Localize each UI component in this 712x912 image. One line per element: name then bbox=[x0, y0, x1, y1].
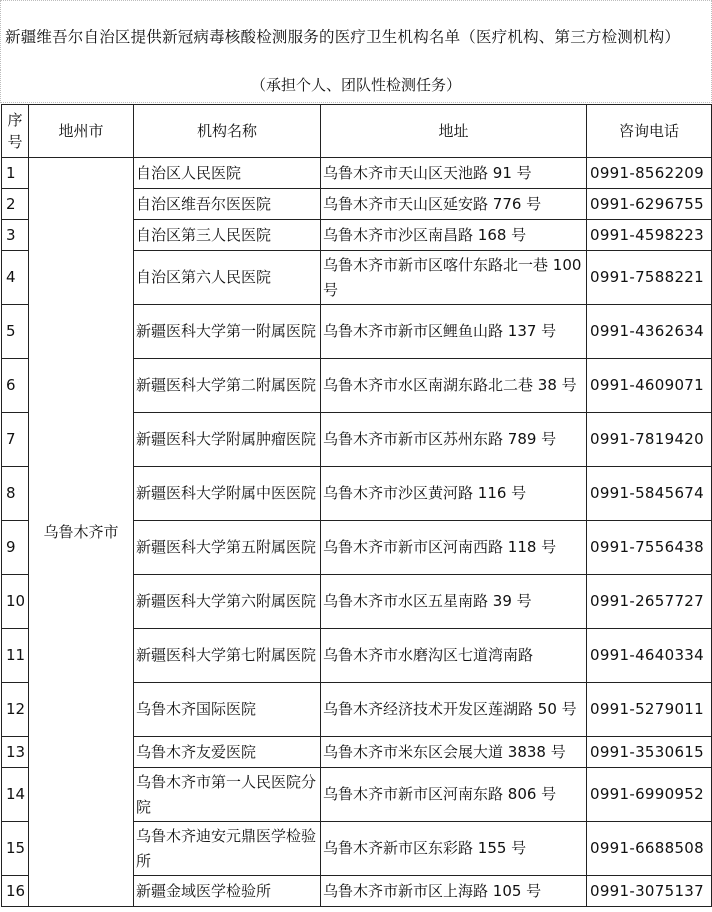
row-phone: 0991-3530615 bbox=[587, 737, 712, 768]
row-name: 新疆医科大学第五附属医院 bbox=[134, 521, 321, 575]
row-address: 乌鲁木齐市新市区鲤鱼山路 137 号 bbox=[321, 305, 587, 359]
row-address: 乌鲁木齐市天山区延安路 776 号 bbox=[321, 189, 587, 220]
row-name: 新疆医科大学第七附属医院 bbox=[134, 629, 321, 683]
header-phone: 咨询电话 bbox=[587, 105, 712, 158]
table-header-row bbox=[2, 105, 712, 158]
row-seq: 1 bbox=[2, 158, 29, 189]
row-name: 乌鲁木齐市第一人民医院分院 bbox=[134, 768, 321, 822]
row-name: 自治区人民医院 bbox=[134, 158, 321, 189]
row-address: 乌鲁木齐市新市区河南东路 806 号 bbox=[321, 768, 587, 822]
row-phone: 0991-6688508 bbox=[587, 822, 712, 876]
row-address: 乌鲁木齐市水区五星南路 39 号 bbox=[321, 575, 587, 629]
row-seq: 12 bbox=[2, 683, 29, 737]
row-seq: 10 bbox=[2, 575, 29, 629]
row-seq: 9 bbox=[2, 521, 29, 575]
document-subtitle: （承担个人、团队性检测任务） bbox=[0, 70, 712, 103]
row-name: 新疆医科大学附属中医医院 bbox=[134, 467, 321, 521]
row-seq: 15 bbox=[2, 822, 29, 876]
row-seq: 13 bbox=[2, 737, 29, 768]
row-name: 乌鲁木齐友爱医院 bbox=[134, 737, 321, 768]
row-address: 乌鲁木齐市新市区苏州东路 789 号 bbox=[321, 413, 587, 467]
row-name: 新疆医科大学第六附属医院 bbox=[134, 575, 321, 629]
row-name: 新疆金域医学检验所 bbox=[134, 876, 321, 907]
row-phone: 0991-5279011 bbox=[587, 683, 712, 737]
row-phone: 0991-7819420 bbox=[587, 413, 712, 467]
row-phone: 0991-6990952 bbox=[587, 768, 712, 822]
row-seq: 3 bbox=[2, 220, 29, 251]
row-phone: 0991-2657727 bbox=[587, 575, 712, 629]
row-address: 乌鲁木齐市新市区河南西路 118 号 bbox=[321, 521, 587, 575]
row-address: 乌鲁木齐市水区南湖东路北二巷 38 号 bbox=[321, 359, 587, 413]
row-phone: 0991-4362634 bbox=[587, 305, 712, 359]
row-seq: 16 bbox=[2, 876, 29, 907]
row-address: 乌鲁木齐新市区东彩路 155 号 bbox=[321, 822, 587, 876]
row-phone: 0991-6296755 bbox=[587, 189, 712, 220]
row-phone: 0991-7556438 bbox=[587, 521, 712, 575]
row-seq: 6 bbox=[2, 359, 29, 413]
header-name: 机构名称 bbox=[134, 105, 321, 158]
document-title: 新疆维吾尔自治区提供新冠病毒核酸检测服务的医疗卫生机构名单（医疗机构、第三方检测机构） bbox=[5, 28, 681, 46]
row-name: 自治区维吾尔医医院 bbox=[134, 189, 321, 220]
row-address: 乌鲁木齐经济技术开发区莲湖路 50 号 bbox=[321, 683, 587, 737]
row-seq: 4 bbox=[2, 251, 29, 305]
row-name: 新疆医科大学第二附属医院 bbox=[134, 359, 321, 413]
row-seq: 5 bbox=[2, 305, 29, 359]
row-phone: 0991-3075137 bbox=[587, 876, 712, 907]
row-seq: 11 bbox=[2, 629, 29, 683]
row-address: 乌鲁木齐市新市区上海路 105 号 bbox=[321, 876, 587, 907]
row-name: 乌鲁木齐迪安元鼎医学检验所 bbox=[134, 822, 321, 876]
row-phone: 0991-4609071 bbox=[587, 359, 712, 413]
row-address: 乌鲁木齐市沙区南昌路 168 号 bbox=[321, 220, 587, 251]
institution-table bbox=[1, 104, 712, 907]
row-phone: 0991-4640334 bbox=[587, 629, 712, 683]
row-phone: 0991-7588221 bbox=[587, 251, 712, 305]
row-address: 乌鲁木齐市米东区会展大道 3838 号 bbox=[321, 737, 587, 768]
row-seq: 14 bbox=[2, 768, 29, 822]
row-name: 自治区第六人民医院 bbox=[134, 251, 321, 305]
row-phone: 0991-8562209 bbox=[587, 158, 712, 189]
row-address: 乌鲁木齐市新市区喀什东路北一巷 100 号 bbox=[321, 251, 587, 305]
row-address: 乌鲁木齐市水磨沟区七道湾南路 bbox=[321, 629, 587, 683]
row-address: 乌鲁木齐市沙区黄河路 116 号 bbox=[321, 467, 587, 521]
row-phone: 0991-4598223 bbox=[587, 220, 712, 251]
row-name: 自治区第三人民医院 bbox=[134, 220, 321, 251]
document-title-cell bbox=[0, 0, 712, 70]
header-seq: 序号 bbox=[2, 105, 29, 158]
row-address: 乌鲁木齐市天山区天池路 91 号 bbox=[321, 158, 587, 189]
row-seq: 7 bbox=[2, 413, 29, 467]
row-seq: 2 bbox=[2, 189, 29, 220]
row-name: 新疆医科大学第一附属医院 bbox=[134, 305, 321, 359]
row-seq: 8 bbox=[2, 467, 29, 521]
row-phone: 0991-5845674 bbox=[587, 467, 712, 521]
city-cell: 乌鲁木齐市 bbox=[29, 158, 134, 907]
row-name: 新疆医科大学附属肿瘤医院 bbox=[134, 413, 321, 467]
table-row bbox=[2, 158, 712, 189]
header-city: 地州市 bbox=[29, 105, 134, 158]
header-address: 地址 bbox=[321, 105, 587, 158]
row-name: 乌鲁木齐国际医院 bbox=[134, 683, 321, 737]
